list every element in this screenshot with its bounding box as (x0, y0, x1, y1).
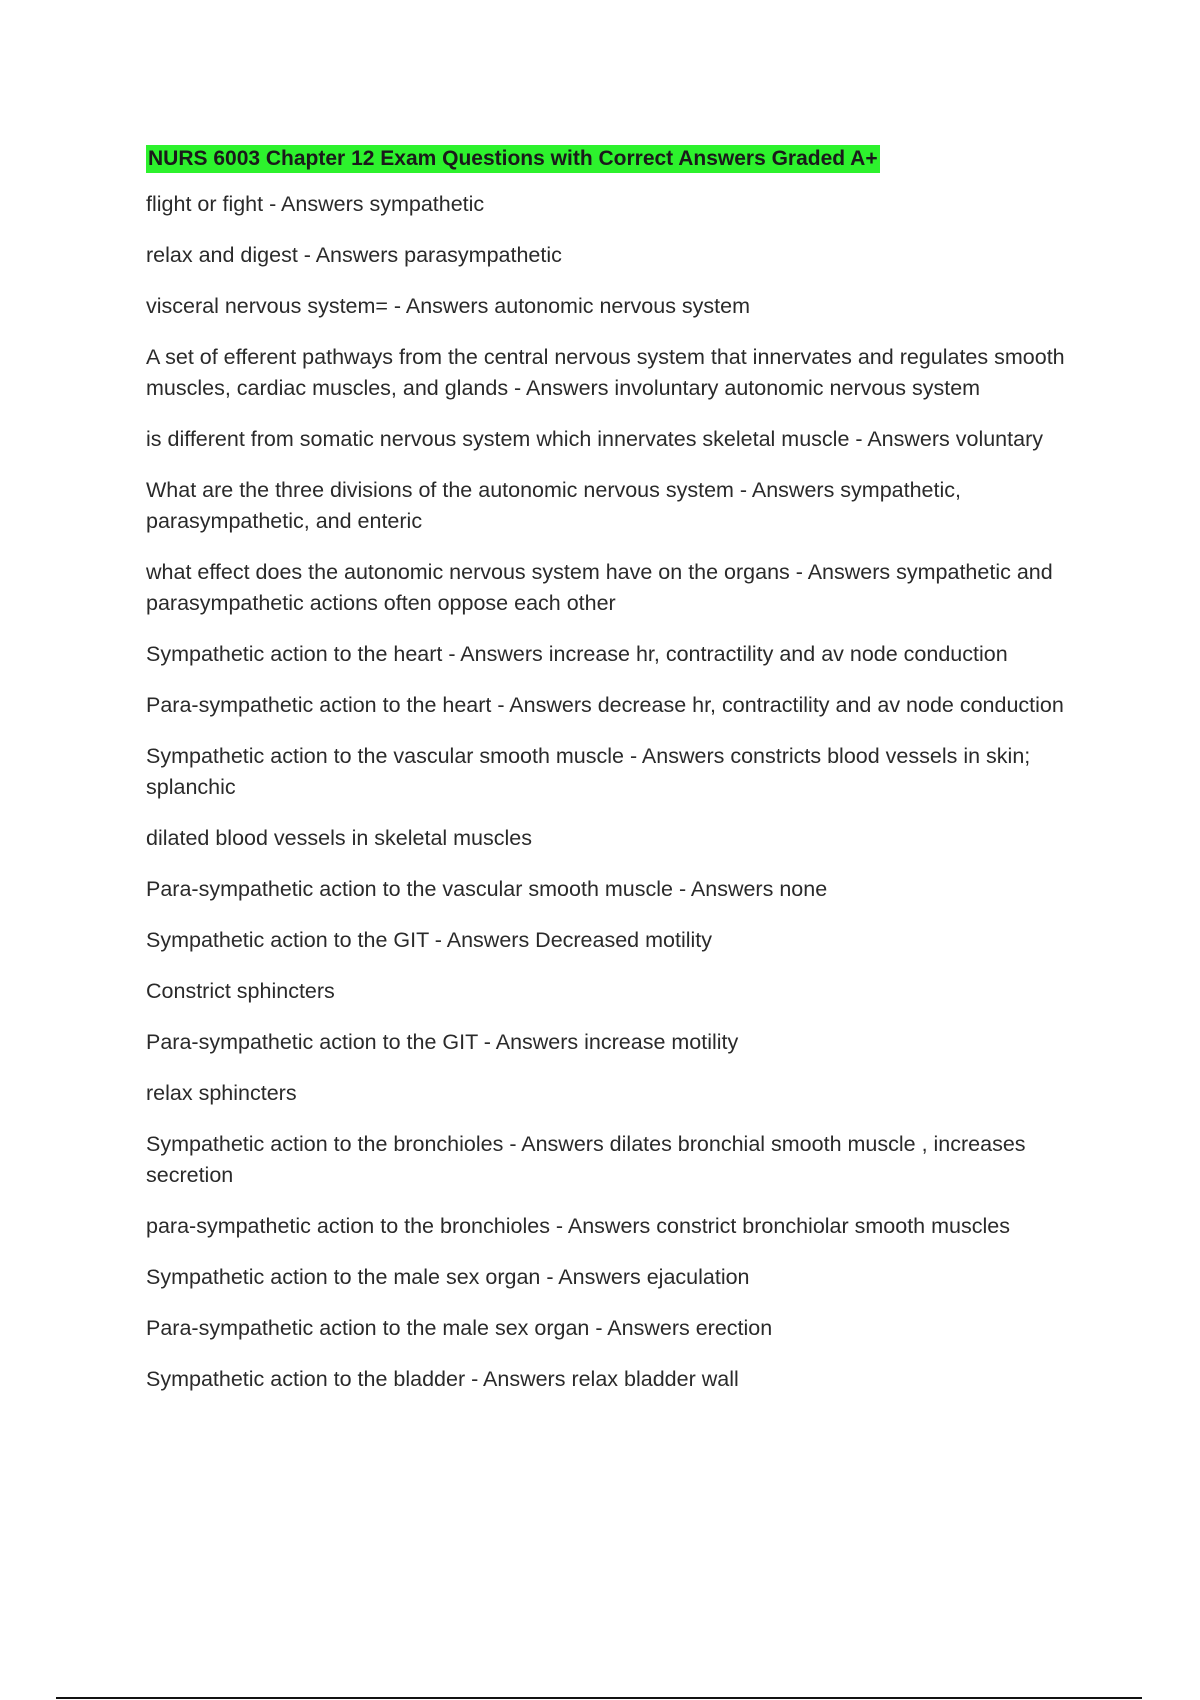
qa-item: Sympathetic action to the bronchioles - Answers dilates bronchial smooth muscle , increases secretion (146, 1132, 1026, 1187)
document-title: NURS 6003 Chapter 12 Exam Questions with Correct Answers Graded A+ (146, 145, 880, 173)
qa-item: Para-sympathetic action to the vascular smooth muscle - Answers none (146, 877, 828, 901)
qa-item: Para-sympathetic action to the heart - Answers decrease hr, contractility and av node conduction (146, 693, 1064, 717)
qa-item: visceral nervous system= - Answers autonomic nervous system (146, 294, 751, 318)
qa-item: flight or fight - Answers sympathetic (146, 192, 485, 216)
qa-item: relax sphincters (146, 1081, 297, 1105)
page-bottom-rule (56, 1697, 1142, 1699)
qa-item: Constrict sphincters (146, 979, 335, 1003)
qa-item: Sympathetic action to the bladder - Answers relax bladder wall (146, 1367, 739, 1391)
qa-item: A set of efferent pathways from the central nervous system that innervates and regulates smooth muscles, cardiac muscles, and glands - Answers involuntary autonomic nervous system (146, 345, 1065, 400)
qa-item: is different from somatic nervous system which innervates skeletal muscle - Answers voluntary (146, 427, 1043, 451)
qa-item: relax and digest - Answers parasympathetic (146, 243, 562, 267)
qa-item: Para-sympathetic action to the male sex organ - Answers erection (146, 1316, 773, 1340)
qa-item: Para-sympathetic action to the GIT - Answers increase motility (146, 1030, 739, 1054)
qa-item: Sympathetic action to the heart - Answers increase hr, contractility and av node conduction (146, 642, 1008, 666)
qa-item: Sympathetic action to the GIT - Answers Decreased motility (146, 928, 713, 952)
qa-item: para-sympathetic action to the bronchioles - Answers constrict bronchiolar smooth muscles (146, 1214, 1010, 1238)
qa-item: dilated blood vessels in skeletal muscles (146, 826, 533, 850)
qa-item: What are the three divisions of the autonomic nervous system - Answers sympathetic, parasympathetic, and enteric (146, 478, 961, 533)
qa-list (146, 189, 1096, 1395)
qa-item: Sympathetic action to the vascular smooth muscle - Answers constricts blood vessels in skin; splanchic (146, 744, 1031, 799)
document-content (146, 145, 1096, 1415)
qa-item: what effect does the autonomic nervous system have on the organs - Answers sympathetic and parasympathetic actions often oppose each other (146, 560, 1053, 615)
qa-item: Sympathetic action to the male sex organ - Answers ejaculation (146, 1265, 750, 1289)
